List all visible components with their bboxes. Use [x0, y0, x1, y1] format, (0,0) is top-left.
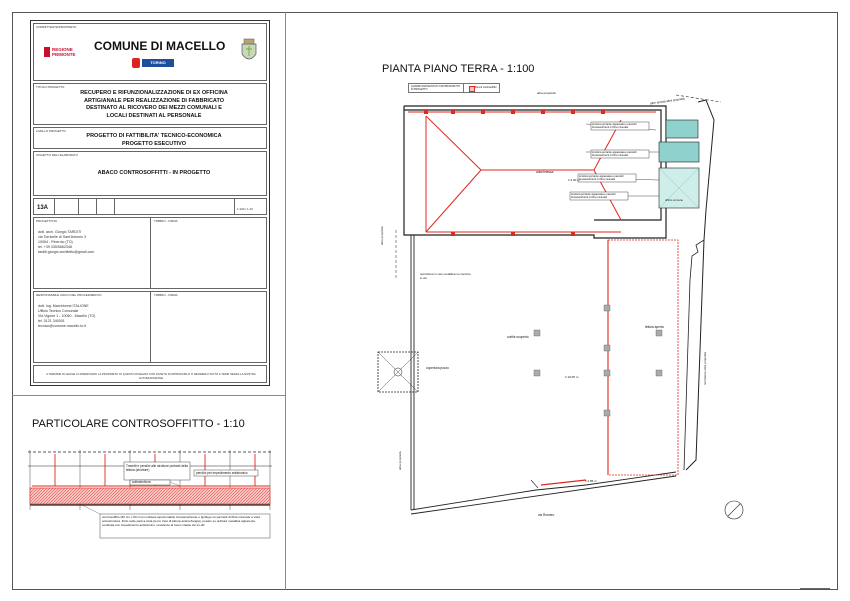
- pannelli-hatch: [30, 488, 270, 504]
- label-autorimessa: autorimessa: [536, 170, 554, 174]
- label-ufficio: ufficio comune: [665, 198, 683, 202]
- label-via: via Romero: [538, 513, 555, 517]
- label-cortile-scoperto: cortile scoperto: [507, 335, 529, 339]
- oggetto-label: OGGETTO DELL'ELABORATO: [36, 153, 78, 157]
- tavola-row: [33, 198, 267, 215]
- oggetto-text: ABACO CONTROSOFFITTI - IN PROGETTO: [97, 170, 211, 176]
- footer-note: A TERMINE DI LEGGE CI RISERVIAMO LA PROPRIETA' DI QUESTO DISEGNO CON DIVIETO DI RIPRODURLO O RENDERLO NOTO A TERZI SENZA LA NOSTRA AUTORIZZAZIONE: [46, 372, 256, 380]
- timbro-label: TIMBRO - FIRMA: [154, 219, 178, 223]
- label-pendini: pendini per impedimento antisismico: [196, 471, 248, 475]
- label-altra-proprieta-left: altra proprietà: [380, 226, 384, 245]
- oggetto-section: [33, 151, 267, 196]
- torino-metropoli-logo: TORINO METROPOLI: [132, 58, 174, 72]
- label-recinzione: recinzione in rete metallica su zoccolo in cls: [420, 272, 471, 280]
- committente-section: [33, 23, 267, 81]
- plan-note-1: struttura portante appaesata e pannelli fonoassorbenti in fibra minerale: [592, 123, 637, 130]
- scala-value: 1:100 / 1:10: [237, 207, 253, 211]
- tavola-number: 13A: [37, 205, 49, 211]
- floor-plan-drawing: [286, 80, 838, 590]
- plan-note-4: struttura portante appaesata e pannelli fonoassorbenti in fibra minerale: [571, 193, 616, 200]
- plan-note-2: struttura portante appaesata e pannelli fonoassorbenti in fibra minerale: [592, 151, 637, 158]
- titolo-text: RECUPERO E RIFUNZIONALIZZAZIONE DI EX OFFICINA ARTIGIANALE PER REALIZZAZIONE DI FABBRICATO DESTINATO AL RICOVERO DEI MEZZI COMUNALI E LOCALI DESTINATI AL PERSONALE: [80, 90, 228, 119]
- plan-legend-item: fibra di controsoffitto: [475, 86, 497, 89]
- titolo-label: TITOLO PROGETTO: [36, 85, 65, 89]
- progettista-info: dott. arch. Giorgio TARDITI via Torricelle di Sant'Antonio 3 10064 - Pinerolo (TO) tel. +39 335/5662348 tarditi.giorgio.architetto@gmail.com: [38, 230, 95, 254]
- label-altra-proprieta-bottom: altra proprietà: [398, 451, 402, 470]
- title-block: [30, 20, 270, 386]
- label-h-tettoia: h 10.05 m: [565, 375, 579, 379]
- progettista-label: PROGETTISTA: [36, 219, 57, 223]
- edge-tick: [800, 588, 830, 589]
- rup-info: dott. ing. Marchionne ITALIONE Ufficio Tecnico Comunale Via Vigone 1 - 10060 - Macello (TO) tel. 0121 340001 tecnico@comune.macello.to.it: [38, 304, 96, 328]
- plan-note-3: struttura portante appaesata e pannelli fonoassorbenti in fibra minerale: [579, 175, 624, 182]
- label-confine-top: altre sposta altra proprietà: [649, 96, 685, 106]
- label-trave: Travetti e pendini alle strutture portanti della tettoia (strutture): [126, 464, 188, 472]
- north-arrow-icon: [725, 501, 743, 519]
- label-recinzione-right: recinzione altra proprietà: [703, 351, 707, 385]
- label-altra-proprieta-top: altra proprietà: [537, 91, 556, 95]
- servizi-room: [659, 142, 699, 162]
- timbro-label-2: TIMBRO - FIRMA: [154, 293, 178, 297]
- label-pannelli: controsoffitto (60 cm x 60 cm) modulare ispezionabile fonoassorbente e ignifugo su pannelli di fibra minerale a vista sottostruttura, finito nelle parti a vista (le tre travi di pittura antica flangia), posato su orditura metallica apparente, costituita con impedimento antisismico, resistente al fuoco classe A2 s1-d0: [102, 515, 260, 527]
- livello-label: LIVELLO PROGETTO: [36, 129, 66, 133]
- rup-label: RESPONSABILE UNICO DEL PROCEDIMENTO: [36, 293, 102, 297]
- progettista-section: [33, 217, 267, 289]
- comune-crest-icon: [240, 38, 258, 64]
- plan-title: PIANTA PIANO TERRA - 1:100: [382, 63, 535, 75]
- footer-note-section: [33, 365, 267, 383]
- detail-divider: [12, 395, 285, 396]
- comune-title: COMUNE DI MACELLO: [94, 39, 226, 53]
- livello-section: [33, 127, 267, 149]
- label-tettoia-aperta: tettoia aperta: [645, 325, 664, 329]
- label-h-autorimessa: h 3.00 m: [568, 178, 580, 182]
- regione-piemonte-logo: REGIONE PIEMONTE: [44, 46, 82, 60]
- bagno-room: [666, 120, 698, 138]
- pozzo-cover: [378, 352, 418, 392]
- titolo-section: [33, 83, 267, 125]
- rup-section: [33, 291, 267, 363]
- plan-legend-header: QUADRO RIASSUNTIVO CONTROSOFFITTI IN PROGETTO: [411, 85, 461, 91]
- committente-label: COMMITTENTE/PROPRIETA': [36, 25, 77, 29]
- livello-text: PROGETTO DI FATTIBILITA' TECNICO-ECONOMICA PROGETTO ESECUTIVO: [86, 133, 222, 147]
- label-copertura-pozzo: copertura pozzo: [426, 366, 449, 370]
- label-sottostruttura: sottostruttura: [132, 480, 151, 484]
- label-h-bottom: h 2.85 m: [585, 479, 597, 483]
- detail-title: PARTICOLARE CONTROSOFFITTO - 1:10: [32, 418, 245, 430]
